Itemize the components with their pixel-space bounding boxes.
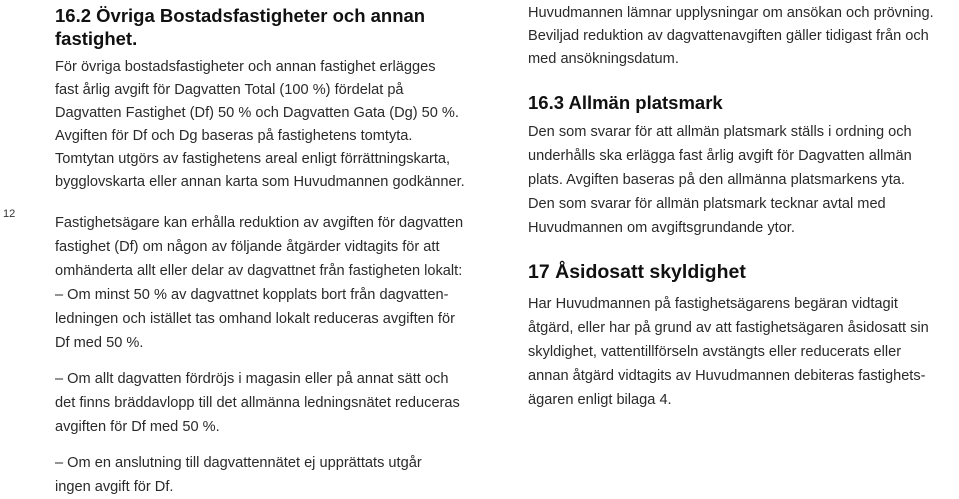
left-column <box>55 4 495 499</box>
text-line: Huvudmannen om avgiftsgrundande ytor. <box>528 220 795 236</box>
text-line: bygglovskarta eller annan karta som Huvudmannen godkänner. <box>55 174 465 190</box>
text-line: – Om allt dagvatten fördröjs i magasin eller på annat sätt och <box>55 371 449 387</box>
section-16-2-heading <box>55 4 495 50</box>
text-line: åtgärd, eller har på grund av att fastighetsägaren åsidosatt sin <box>528 320 929 336</box>
text-line: – Om en anslutning till dagvattennätet ej upprättats utgår <box>55 455 422 471</box>
text-line: Den som svarar för allmän platsmark tecknar avtal med <box>528 196 886 212</box>
text-line: annan åtgärd vidtagits av Huvudmannen debiteras fastighets- <box>528 368 926 384</box>
text-line: Den som svarar för att allmän platsmark ställs i ordning och <box>528 124 912 140</box>
heading-line: fastighet. <box>55 28 138 49</box>
text-line: ledningen och istället tas omhand lokalt reduceras avgiften för <box>55 311 455 327</box>
heading-line: 16.2 Övriga Bostadsfastigheter och annan <box>55 5 426 26</box>
text-line: – Om minst 50 % av dagvattnet kopplats bort från dagvatten- <box>55 287 449 303</box>
page-number: 12 <box>3 208 16 220</box>
text-line: Dagvatten Fastighet (Df) 50 % och Dagvatten Gata (Dg) 50 %. <box>55 105 459 121</box>
text-line: avgiften för Df med 50 %. <box>55 419 220 435</box>
section-17-heading: 17 Åsidosatt skyldighet <box>528 261 746 283</box>
text-line: underhålls ska erlägga fast årlig avgift för Dagvatten allmän <box>528 148 912 164</box>
text-line: plats. Avgiften baseras på den allmänna platsmarkens yta. <box>528 172 905 188</box>
text-line: fastighet (Df) om någon av följande åtgärder vidtagits för att <box>55 239 440 255</box>
public-land-paragraph <box>528 120 959 240</box>
text-line: ägaren enligt bilaga 4. <box>528 392 672 408</box>
text-line: Fastighetsägare kan erhålla reduktion av avgiften för dagvatten <box>55 215 464 231</box>
text-line: med ansökningsdatum. <box>528 51 679 67</box>
text-line: Beviljad reduktion av dagvattenavgiften gäller tidigast från och <box>528 28 929 44</box>
text-line: Huvudmannen lämnar upplysningar om ansökan och prövning. <box>528 5 934 21</box>
text-line: fast årlig avgift för Dagvatten Total (100 %) fördelat på <box>55 82 404 98</box>
section-16-3-heading: 16.3 Allmän platsmark <box>528 92 723 113</box>
application-paragraph <box>528 2 959 71</box>
neglected-duty-paragraph <box>528 292 959 412</box>
reduction-bullet-1 <box>55 283 495 355</box>
text-line: Df med 50 %. <box>55 335 144 351</box>
text-line: Har Huvudmannen på fastighetsägarens begäran vidtagit <box>528 296 898 312</box>
text-line: Avgiften för Df och Dg baseras på fastighetens tomtyta. <box>55 128 413 144</box>
text-line: Tomtytan utgörs av fastighetens areal enligt förrättningskarta, <box>55 151 451 167</box>
text-line: ingen avgift för Df. <box>55 479 174 495</box>
fee-paragraph <box>55 56 495 194</box>
text-line: omhänderta allt eller delar av dagvattnet från fastigheten lokalt: <box>55 263 463 279</box>
text-line: det finns bräddavlopp till det allmänna ledningsnätet reduceras <box>55 395 460 411</box>
text-line: skyldighet, vattentillförseln avstängts eller reducerats eller <box>528 344 902 360</box>
right-column <box>528 2 959 412</box>
reduction-bullet-2 <box>55 367 495 439</box>
reduction-paragraph <box>55 211 495 283</box>
text-line: För övriga bostadsfastigheter och annan fastighet erlägges <box>55 59 436 75</box>
